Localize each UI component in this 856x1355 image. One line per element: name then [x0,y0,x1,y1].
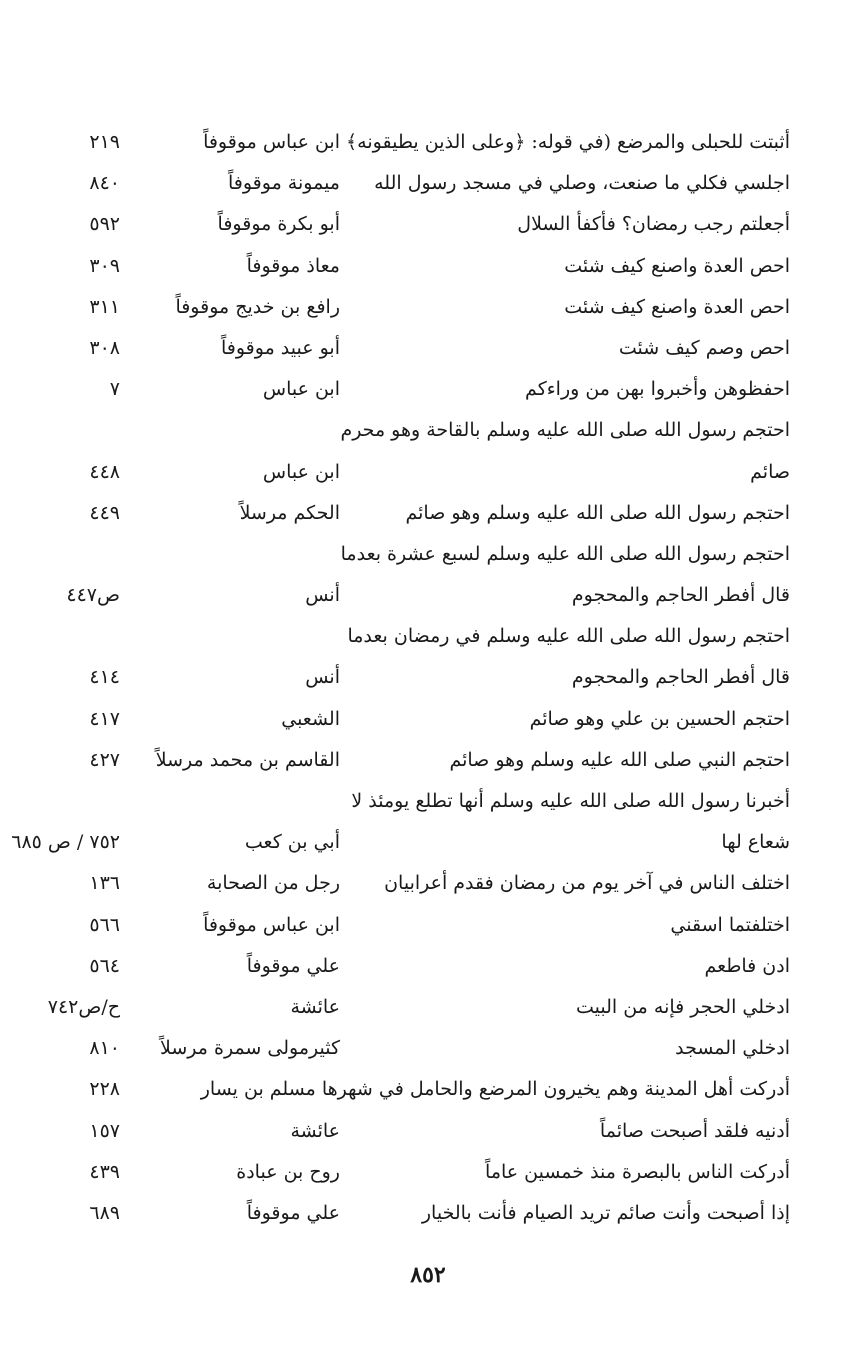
reference-number: ٤١٤ [89,666,120,689]
index-row [60,1152,790,1193]
reference-number: ٤٣٩ [89,1160,120,1183]
narrator: كثيرمولى سمرة مرسلاً [160,1037,340,1060]
index-row [60,657,790,698]
hadith-text: احص العدة واصنع كيف شئت [564,295,790,318]
hadith-text: أجعلتم رجب رمضان؟ فأكفأ السلال [517,213,790,236]
reference-number: ٨١٠ [89,1037,120,1060]
reference-number: ٣٠٨ [89,336,120,359]
index-row [60,287,790,328]
hadith-text: احتجم النبي صلى الله عليه وسلم وهو صائم [449,748,790,771]
hadith-text: احفظوهن وأخبروا بهن من وراءكم [525,378,790,401]
reference-number: ٤٢٧ [89,748,120,771]
reference-number: ٤١٧ [89,707,120,730]
index-row [60,699,790,740]
narrator: ابن عباس [262,378,340,401]
hadith-text: اختلف الناس في آخر يوم من رمضان فقدم أعرابيان [384,872,790,895]
index-row [60,1069,790,1110]
index-row [60,410,790,451]
reference-number: ٥٩٢ [89,213,120,236]
hadith-text: احص وصم كيف شئت [618,336,790,359]
reference-number: ص٤٤٧ [66,584,120,607]
hadith-text: شعاع لها [721,831,790,854]
narrator: ابن عباس موقوفاً [203,913,340,936]
reference-number: ٦٨٩ [89,1201,120,1224]
index-row [60,575,790,616]
reference-number: ٥٦٤ [89,954,120,977]
index-row [60,1111,790,1152]
index-row [60,328,790,369]
narrator: ابن عباس موقوفاً [203,131,340,153]
narrator: أبي بن كعب [244,831,340,854]
hadith-text: احتجم رسول الله صلى الله عليه وسلم وهو صائم [405,501,790,524]
hadith-text: أخبرنا رسول الله صلى الله عليه وسلم أنها تطلع يومئذ لا [351,790,790,812]
index-row [60,246,790,287]
narrator: علي موقوفاً [246,1201,340,1224]
narrator: عائشة [290,995,340,1018]
reference-number: ٧ [109,378,120,401]
index-row [60,163,790,204]
index-row [60,946,790,987]
hadith-text: اختلفتما اسقني [670,913,790,936]
narrator: ميمونة موقوفاً [228,172,340,195]
reference-number: ٧٥٢ / ص ٦٨٥ [11,831,120,854]
hadith-text: أدركت الناس بالبصرة منذ خمسين عاماً [485,1160,790,1183]
reference-number: ٥٦٦ [89,913,120,936]
hadith-text: إذا أصبحت وأنت صائم تريد الصيام فأنت بالخيار [421,1201,790,1224]
index-row [11,822,790,863]
index-row [60,1193,790,1234]
narrator: الحكم مرسلاً [239,501,340,524]
index-row [60,616,790,657]
hadith-text: احتجم رسول الله صلى الله عليه وسلم في رمضان بعدما [347,625,790,648]
narrator: الشعبي [281,707,340,730]
narrator: أنس [305,584,340,607]
hadith-text: أدركت أهل المدينة وهم يخيرون المرضع والحامل في شهرها مسلم بن يسار [200,1078,790,1101]
hadith-text: احتجم الحسين بن علي وهو صائم [529,707,790,730]
index-row [60,863,790,904]
hadith-text: قال أفطر الحاجم والمحجوم [571,584,790,607]
reference-number: ٢٢٨ [89,1078,120,1101]
page-number: ٨٥٢ [410,1262,446,1288]
index-row [60,122,790,163]
reference-number: ٢١٩ [89,131,120,153]
index-row [60,905,790,946]
hadith-text: ادخلي الحجر فإنه من البيت [575,995,790,1018]
reference-number: ٤٤٩ [89,501,120,524]
reference-number: ٨٤٠ [89,172,120,195]
narrator: روح بن عبادة [236,1160,340,1183]
hadith-text: أدنيه فلقد أصبحت صائماً [599,1119,790,1142]
index-row [60,204,790,245]
hadith-text: صائم [750,460,790,483]
reference-number: ح/ص٧٤٢ [47,995,120,1018]
hadith-text: أثبتت للحبلى والمرضع (في قوله: ﴿وعلى الذين يطيقونه﴾ [346,131,790,153]
hadith-text: قال أفطر الحاجم والمحجوم [571,666,790,689]
index-row [60,534,790,575]
narrator: أنس [305,666,340,689]
narrator: معاذ موقوفاً [246,254,340,277]
reference-number: ٣١١ [89,295,120,318]
reference-number: ٤٤٨ [89,460,120,483]
narrator: رافع بن خديج موقوفاً [175,295,340,318]
index-row [60,781,790,822]
reference-number: ٣٠٩ [89,254,120,277]
hadith-text: اجلسي فكلي ما صنعت، وصلي في مسجد رسول الله [374,172,790,195]
index-row [60,740,790,781]
index-row [47,987,790,1028]
narrator: علي موقوفاً [246,954,340,977]
hadith-text: احتجم رسول الله صلى الله عليه وسلم لسبع عشرة بعدما [340,542,790,565]
narrator: عائشة [290,1119,340,1142]
narrator: رجل من الصحابة [206,872,340,895]
hadith-text: ادخلي المسجد [675,1037,790,1060]
index-row [60,369,790,410]
reference-number: ١٣٦ [89,872,120,895]
index-row [60,452,790,493]
hadith-text: ادن فاطعم [704,954,790,977]
hadith-index-list [11,122,790,1234]
narrator: القاسم بن محمد مرسلاً [155,748,340,771]
index-row [60,493,790,534]
narrator: ابن عباس [262,460,340,483]
hadith-text: احتجم رسول الله صلى الله عليه وسلم بالقاحة وهو محرم [340,419,790,442]
index-row [60,1028,790,1069]
narrator: أبو عبيد موقوفاً [220,336,340,359]
reference-number: ١٥٧ [89,1119,120,1142]
narrator: أبو بكرة موقوفاً [217,213,340,236]
hadith-text: احص العدة واصنع كيف شئت [564,254,790,277]
